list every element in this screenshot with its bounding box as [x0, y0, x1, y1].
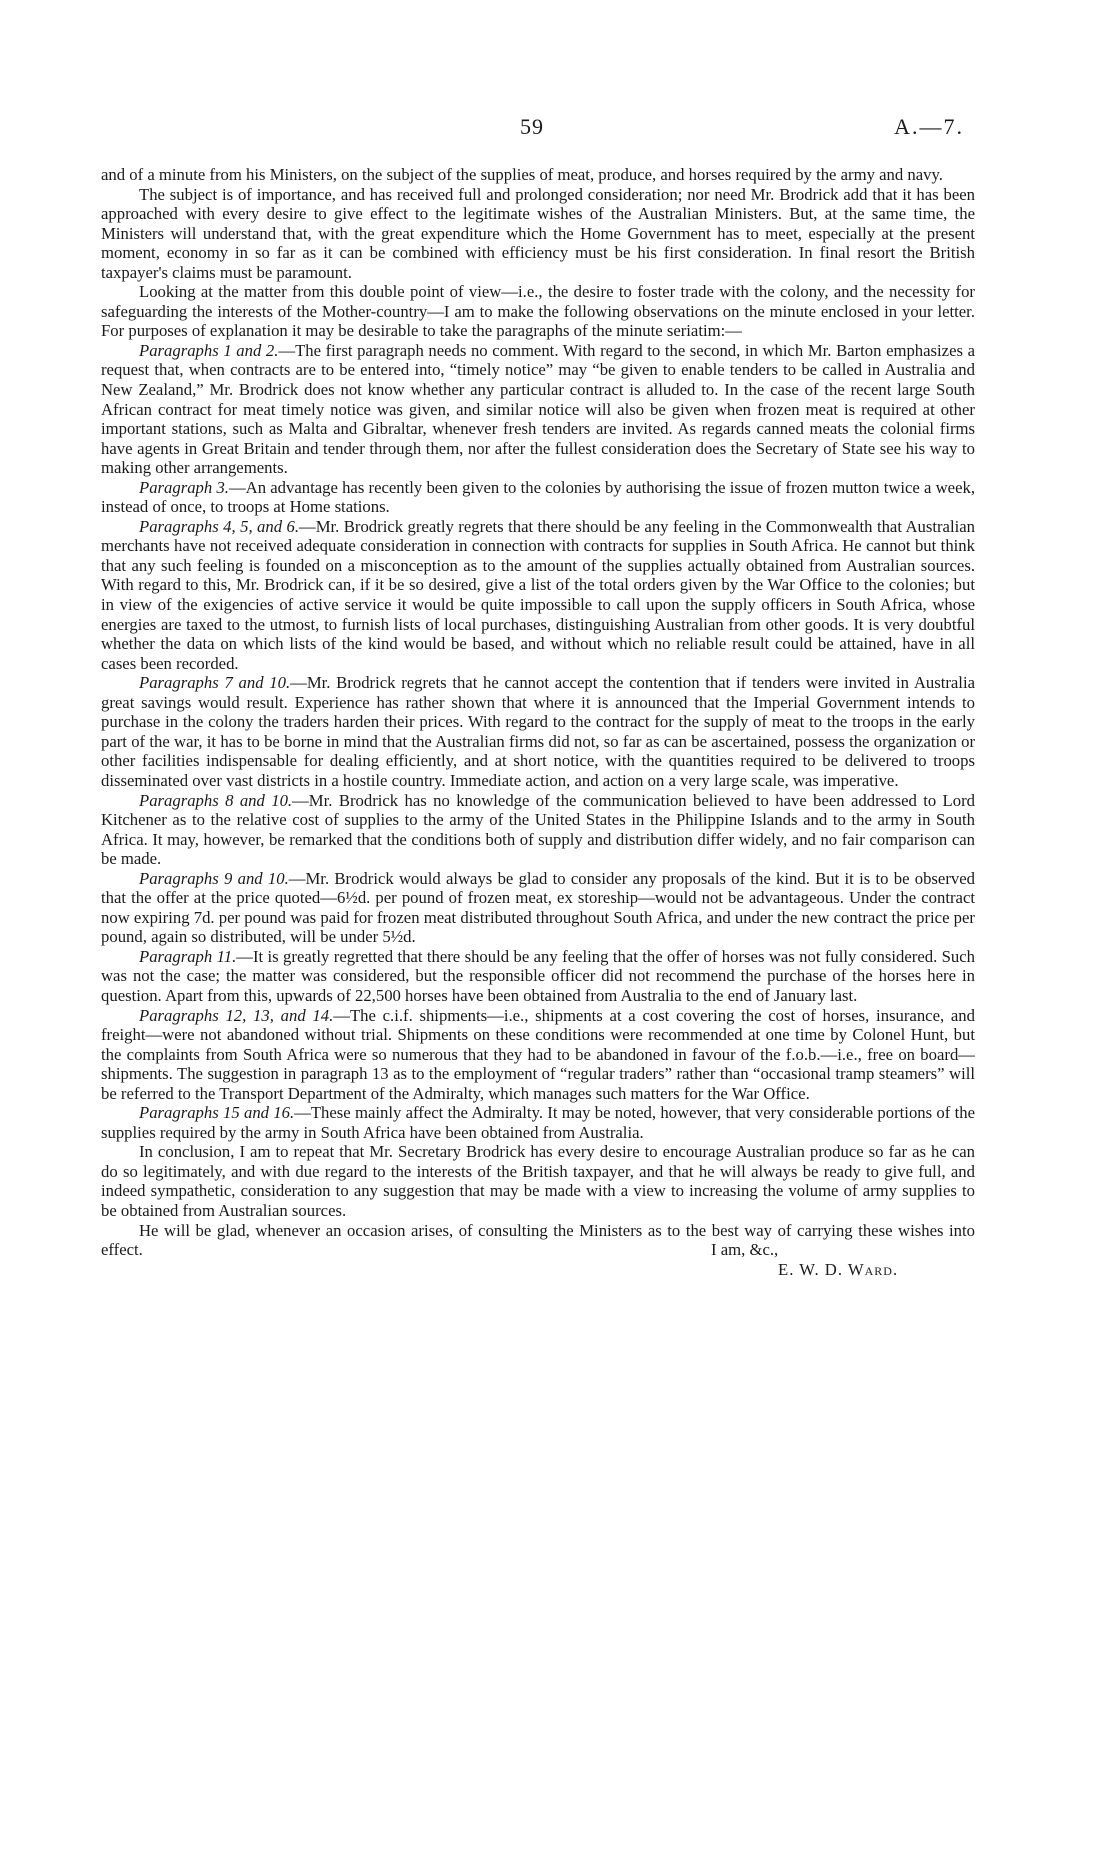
paragraph-reference: Paragraphs 9 and 10. — [139, 868, 289, 888]
paragraph-reference: Paragraph 3. — [139, 477, 229, 497]
paragraph-1-2 — [101, 341, 975, 478]
paragraph-7-10 — [101, 673, 975, 790]
paragraph-11 — [101, 947, 975, 1006]
paragraph-text: —The c.i.f. shipments—i.e., shipments at a cost covering the cost of horses, insurance, and freight—were not abandoned without trial. Shipments on these conditions were recommended at one time by Colonel Hunt, but the complaints from South Africa were so numerous that they had to be abandoned in favour of the f.o.b.—i.e., free on board—shipments. The suggestion in paragraph 13 as to the employment of “regular traders” rather than “occasional tramp steamers” will be referred to the Transport Department of the Admiralty, which manages such matters for the War Office. — [101, 1005, 975, 1103]
paragraph-conclusion: In conclusion, I am to repeat that Mr. Secretary Brodrick has every desire to encourage Australian produce so far as he can do so legitimately, and with due regard to the interests of the British taxpayer, and that he will always be ready to give full, and indeed sympathetic, consideration to any suggestion that may be made with a view to increasing the volume of army supplies to be obtained from Australian sources. — [101, 1142, 975, 1220]
paragraph-closing: He will be glad, whenever an occasion arises, of consulting the Ministers as to the best way of carrying these wishes into effect. — [101, 1220, 975, 1260]
paragraph-15-16 — [101, 1103, 975, 1142]
paragraph-reference: Paragraphs 4, 5, and 6. — [139, 516, 300, 536]
document-reference: A.—7. — [894, 114, 964, 139]
paragraph-8-10 — [101, 791, 975, 869]
page-number: 59 — [520, 114, 544, 139]
paragraph-importance: The subject is of importance, and has received full and prolonged consideration; nor need Mr. Brodrick add that it has been approached with every desire to give effect to the legitimate wishes of the Australian Ministers. But, at the same time, the Ministers will understand that, with the great expenditure which the Home Government has to meet, especially at the present moment, economy in so far as it can be combined with efficiency must be his first consideration. In final resort the British taxpayer's claims must be paramount. — [101, 184, 975, 282]
paragraph-text: —Mr. Brodrick regrets that he cannot accept the contention that if tenders were invited in Australia great savings would result. Experience has rather shown that where it is announced that the Imperial Government intends to purchase in the colony the traders harden their prices. With regard to the contract for the supply of meat to the troops in the early part of the war, it has to be borne in mind that the Australian firms did not, so far as can be ascertained, possess the organization or other facilities indispensable for dealing efficiently, and at short notice, with the quantities required to be delivered to troops disseminated over vast districts in a hostile country. Immediate action, and action on a very large scale, was imperative. — [101, 673, 975, 790]
salutation: I am, &c., — [711, 1239, 779, 1259]
paragraph-reference: Paragraphs 7 and 10. — [139, 673, 291, 693]
paragraph-text: —These mainly affect the Admiralty. It may be noted, however, that very considerable portions of the supplies required by the army in South Africa have been obtained from Australia. — [101, 1103, 975, 1142]
paragraph-text: —Mr. Brodrick would always be glad to consider any proposals of the kind. But it is to be observed that the offer at the price quoted—6½d. per pound of frozen meat, ex storeship—would not be advantageous. Under the contract now expiring 7d. per pound was paid for frozen meat distributed throughout South Africa, and under the new contract the price per pound, again so distributed, will be under 5½d. — [101, 868, 975, 947]
signature: E. W. D. Ward. — [778, 1259, 899, 1279]
paragraph-text: —Mr. Brodrick greatly regrets that there should be any feeling in the Commonwealth that Australian merchants have not received adequate consideration in connection with contracts for supplies in South Africa. He cannot but think that any such feeling is founded on a misconception as to the amount of the supplies actually obtained from Australian sources. With regard to this, Mr. Brodrick can, if it be so desired, give a list of the total orders given by the War Office to the colonies; but in view of the exigencies of active service it would be quite impossible to call upon the supply officers in South Africa, whose energies are taxed to the utmost, to furnish lists of local purchases, distinguishing Australian from other goods. It is very doubtful whether the data on which lists of the kind would be based, and without which no reliable result could be attained, have in all cases been recorded. — [101, 516, 975, 673]
paragraph-reference: Paragraph 11. — [139, 946, 237, 966]
paragraph-text: —An advantage has recently been given to the colonies by authorising the issue of frozen mutton twice a week, instead of once, to troops at Home stations. — [101, 477, 976, 517]
paragraph-text: —Mr. Brodrick has no knowledge of the communication believed to have been addressed to Lord Kitchener as to the relative cost of supplies to the army of the United States in the Philippine Islands and to the army in South Africa. It may, however, be remarked that the conditions both of supply and distribution differ widely, and no fair comparison can be made. — [101, 790, 975, 869]
letter-body — [101, 165, 975, 1298]
paragraph-reference: Paragraphs 12, 13, and 14. — [139, 1005, 334, 1025]
paragraph-observations-intro: Looking at the matter from this double point of view—i.e., the desire to foster trade with the colony, and the necessity for safeguarding the interests of the Mother-country—I am to make the following observations on the minute enclosed in your letter. For purposes of explanation it may be desirable to take the paragraphs of the minute seriatim:— — [101, 282, 975, 341]
paragraph-reference: Paragraphs 8 and 10. — [139, 790, 293, 810]
paragraph-text: —The first paragraph needs no comment. With regard to the second, in which Mr. Barton emphasizes a request that, when contracts are to be entered into, “timely notice” may “be given to enable tenders to be called in Australia and New Zealand,” Mr. Brodrick does not know whether any particular contract is alluded to. In the case of the recent large South African contract for meat timely notice was given, and similar notice will also be given when frozen meat is required at other important stations, such as Malta and Gibraltar, whenever fresh tenders are invited. As regards canned meats the colonial firms have agents in Great Britain and tender through them, nor after the fullest consideration does the Secretary of State see his way to making other arrangements. — [101, 340, 975, 478]
paragraph-9-10 — [101, 869, 975, 947]
paragraph-reference: Paragraphs 1 and 2. — [139, 340, 279, 360]
paragraph-reference: Paragraphs 15 and 16. — [139, 1103, 295, 1123]
opening-continuation: and of a minute from his Ministers, on the subject of the supplies of meat, produce, and horses required by the army and navy. — [101, 165, 943, 184]
paragraph-text: —It is greatly regretted that there should be any feeling that the offer of horses was not fully considered. Such was not the case; the matter was considered, but the responsible officer did not recommend the purchase of the horses here in question. Apart from this, upwards of 22,500 horses have been obtained from Australia to the end of January last. — [101, 946, 975, 1005]
paragraph-12-13-14 — [101, 1006, 975, 1104]
paragraph-4-5-6 — [101, 517, 975, 673]
paragraph-3 — [101, 478, 975, 517]
